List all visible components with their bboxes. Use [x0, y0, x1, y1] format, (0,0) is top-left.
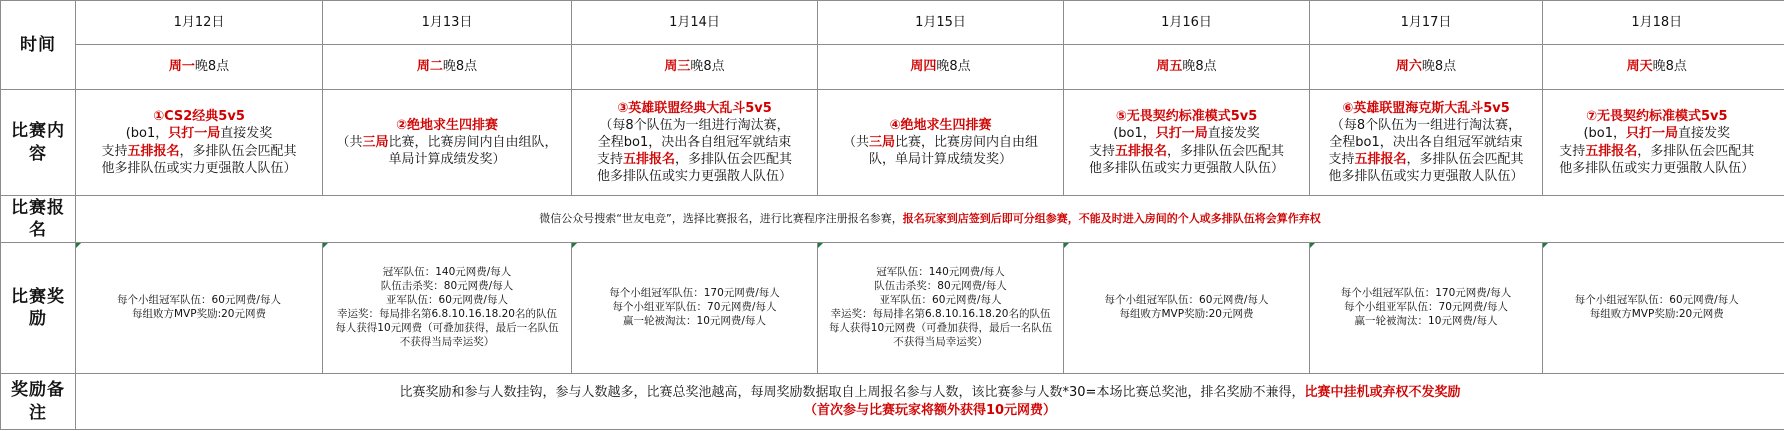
match-detail-text: 他多排队伍或实力更强散人队伍） — [596, 169, 792, 185]
match-detail-text: 直接发奖 — [1207, 126, 1260, 142]
remarks-row — [1, 374, 1784, 430]
date-cell[interactable]: 1月14日 — [572, 1, 818, 45]
reward-line: 亚军队伍：60元网费/每人 — [879, 294, 1002, 307]
content-row — [1, 90, 1784, 196]
weekday-cell[interactable] — [323, 45, 572, 90]
registration-text: 微信公众号搜索“世友电竞”，选择比赛报名，进行比赛程序注册报名参赛， — [539, 211, 903, 225]
match-detail-line — [1313, 168, 1539, 185]
date-cell[interactable]: 1月17日 — [1310, 1, 1543, 45]
match-content-cell[interactable] — [323, 90, 572, 196]
reward-line: 每组败方MVP奖励:20元网费 — [1589, 308, 1724, 320]
match-title: ⑥英雄联盟海克斯大乱斗5v5 — [1342, 100, 1510, 116]
date-cell[interactable]: 1月12日 — [76, 1, 323, 45]
match-detail-text: （每8个队伍为一组进行淘汰赛， — [599, 117, 790, 133]
match-detail-line — [1546, 160, 1768, 177]
match-title: ⑤无畏契约标准模式5v5 — [1115, 109, 1258, 125]
match-detail-line — [1313, 134, 1539, 151]
row-header-rewards: 比赛奖励 — [1, 243, 76, 374]
match-detail-text: 支持 — [101, 143, 128, 159]
match-detail-highlight: 只打一局 — [1626, 126, 1679, 142]
reward-line: 每个小组冠军队伍：170元网费/每人 — [609, 287, 780, 300]
reward-cell[interactable] — [818, 243, 1064, 374]
row-header-content: 比赛内容 — [1, 90, 76, 196]
remarks-line-2: （首次参与比赛玩家将额外获得10元网费） — [803, 402, 1057, 418]
reward-line: 不获得当局幸运奖） — [893, 335, 988, 348]
match-detail-line — [575, 134, 814, 151]
reward-line: 每个小组冠军队伍：60元网费/每人 — [117, 294, 281, 307]
start-time: 晚8点 — [1182, 59, 1217, 75]
weekday-label: 周五 — [1156, 59, 1183, 75]
date-cell[interactable]: 1月16日 — [1064, 1, 1310, 45]
reward-line: 每组败方MVP奖励:20元网费 — [132, 308, 266, 320]
weekday-cell[interactable] — [1310, 45, 1543, 90]
remarks-text: 比赛奖励和参与人数挂钩，参与人数越多，比赛总奖池越高，每周奖励数据取自上周报名参与人数，该比赛参与人数*30=本场比赛总奖池，排名奖励不兼得， — [399, 385, 1305, 401]
match-detail-highlight: 五排报名 — [127, 143, 180, 159]
reward-line: 队伍击杀奖：80元网费/每人 — [874, 280, 1007, 293]
reward-line: 每组败方MVP奖励:20元网费 — [1119, 308, 1254, 320]
filler-cell — [1771, 1, 1784, 45]
match-detail-text: （共 — [842, 134, 869, 150]
match-detail-text: ，多排队伍会匹配其 — [179, 143, 297, 159]
reward-line: 不获得当局幸运奖） — [399, 335, 495, 348]
match-detail-line — [1313, 117, 1539, 134]
match-detail-line — [326, 151, 568, 168]
registration-cell[interactable] — [76, 196, 1784, 243]
match-detail-line — [575, 117, 814, 134]
reward-cell[interactable] — [1064, 243, 1310, 374]
weekday-cell[interactable] — [76, 45, 323, 90]
match-content-cell[interactable] — [572, 90, 818, 196]
weekday-row — [1, 45, 1784, 90]
date-cell[interactable]: 1月15日 — [818, 1, 1064, 45]
match-title: ②绝地求生四排赛 — [395, 117, 498, 133]
match-detail-text: 比赛，比赛房间内自由组队， — [388, 134, 558, 150]
reward-cell[interactable] — [572, 243, 818, 374]
match-detail-line — [1546, 125, 1768, 142]
match-title: ⑦无畏契约标准模式5v5 — [1585, 109, 1728, 125]
match-detail-highlight: 五排报名 — [1114, 143, 1167, 159]
reward-line: 每人获得10元网费（可叠加获得，最后一名队伍 — [335, 321, 559, 334]
match-detail-line — [79, 125, 319, 142]
filler-cell — [1771, 45, 1784, 90]
match-detail-text: 全程bo1，决出各自组冠军就结束 — [597, 134, 792, 150]
match-detail-highlight: 五排报名 — [1585, 143, 1638, 159]
match-detail-text: 他多排队伍或实力更强散人队伍） — [1559, 160, 1755, 176]
weekday-label: 周天 — [1626, 59, 1653, 75]
weekday-cell[interactable] — [1064, 45, 1310, 90]
date-row — [1, 1, 1784, 45]
match-content-cell[interactable] — [76, 90, 323, 196]
match-detail-text: （共 — [336, 134, 363, 150]
reward-line: 每个小组冠军队伍：60元网费/每人 — [1574, 294, 1739, 307]
reward-line: 每个小组亚军队伍：70元网费/每人 — [612, 301, 777, 314]
registration-warning: 报名玩家到店签到后即可分组参赛，不能及时进入房间的个人或多排队伍将会算作弃权 — [902, 211, 1321, 225]
match-detail-text: ，多排队伍会匹配其 — [1406, 152, 1524, 168]
start-time: 晚8点 — [442, 59, 478, 75]
match-title: ①CS2经典5v5 — [153, 109, 245, 125]
match-detail-line — [326, 134, 568, 151]
reward-cell[interactable] — [1310, 243, 1543, 374]
start-time: 晚8点 — [936, 59, 971, 75]
match-detail-text: 全程bo1，决出各自组冠军就结束 — [1329, 134, 1523, 150]
date-cell[interactable]: 1月13日 — [323, 1, 572, 45]
weekday-cell[interactable] — [1543, 45, 1771, 90]
match-detail-text: ，多排队伍会匹配其 — [675, 152, 793, 168]
reward-line: 幸运奖：每局排名第6.8.10.16.18.20名的队伍 — [337, 308, 557, 320]
match-detail-line — [575, 151, 814, 168]
match-detail-text: 直接发奖 — [220, 126, 273, 142]
match-detail-highlight: 只打一局 — [1155, 126, 1208, 142]
start-time: 晚8点 — [690, 59, 725, 75]
reward-line: 亚军队伍：60元网费/每人 — [386, 294, 508, 307]
reward-line: 赢一轮被淘汰：10元网费/每人 — [623, 314, 766, 327]
match-detail-highlight: 三局 — [362, 134, 389, 150]
match-detail-highlight: 五排报名 — [622, 152, 675, 168]
match-detail-text: 支持 — [1559, 143, 1586, 159]
weekday-label: 周二 — [416, 59, 443, 75]
match-detail-line — [821, 134, 1060, 151]
match-detail-text: 支持 — [596, 152, 623, 168]
weekday-label: 周六 — [1395, 59, 1422, 75]
match-detail-line — [1067, 160, 1306, 177]
filler-cell — [1771, 90, 1784, 196]
start-time: 晚8点 — [1421, 59, 1457, 75]
match-detail-text: 他多排队伍或实力更强散人队伍） — [1328, 169, 1524, 185]
match-detail-line — [821, 151, 1060, 168]
match-detail-text: (bo1， — [125, 126, 169, 142]
match-detail-line — [1067, 143, 1306, 160]
reward-line: 每个小组亚军队伍：70元网费/每人 — [1344, 301, 1508, 314]
reward-line: 赢一轮被淘汰：10元网费/每人 — [1354, 314, 1498, 327]
reward-line: 幸运奖：每局排名第6.8.10.16.18.20名的队伍 — [830, 308, 1051, 320]
reward-line: 队伍击杀奖：80元网费/每人 — [380, 280, 514, 293]
match-detail-text: （每8个队伍为一组进行淘汰赛， — [1330, 117, 1522, 133]
match-content-cell[interactable] — [1310, 90, 1543, 196]
match-detail-text: 支持 — [1328, 152, 1355, 168]
match-title: ④绝地求生四排赛 — [889, 117, 992, 133]
reward-line: 每个小组冠军队伍：170元网费/每人 — [1340, 287, 1512, 300]
match-detail-text: 比赛，比赛房间内自由组 — [895, 134, 1039, 150]
match-detail-line — [79, 143, 319, 160]
match-detail-line — [575, 168, 814, 185]
weekday-cell[interactable] — [818, 45, 1064, 90]
match-content-cell[interactable] — [1543, 90, 1771, 196]
reward-row — [1, 243, 1784, 374]
match-detail-line — [79, 160, 319, 177]
match-detail-text: ，多排队伍会匹配其 — [1637, 143, 1755, 159]
match-detail-text: ，多排队伍会匹配其 — [1167, 143, 1285, 159]
reward-line: 每个小组冠军队伍：60元网费/每人 — [1104, 294, 1269, 307]
weekday-label: 周四 — [910, 59, 937, 75]
row-header-time: 时间 — [1, 1, 76, 90]
match-detail-text: 单局计算成绩发奖） — [388, 152, 506, 168]
row-header-notes: 奖励备注 — [1, 374, 76, 430]
match-content-cell[interactable] — [1064, 90, 1310, 196]
reward-line: 冠军队伍：140元网费/每人 — [876, 266, 1005, 279]
weekday-cell[interactable] — [572, 45, 818, 90]
match-detail-highlight: 三局 — [868, 134, 895, 150]
start-time: 晚8点 — [194, 59, 230, 75]
match-detail-line — [1313, 151, 1539, 168]
date-cell[interactable]: 1月18日 — [1543, 1, 1771, 45]
match-detail-text: 支持 — [1088, 143, 1115, 159]
weekday-label: 周三 — [664, 59, 691, 75]
registration-row — [1, 196, 1784, 243]
remarks-warning: 比赛中挂机或弃权不发奖励 — [1304, 385, 1461, 401]
weekday-label: 周一 — [168, 59, 195, 75]
match-detail-text: 直接发奖 — [1678, 126, 1731, 142]
row-header-registration: 比赛报名 — [1, 196, 76, 243]
remarks-cell[interactable] — [76, 374, 1784, 430]
match-title: ③英雄联盟经典大乱斗5v5 — [617, 100, 772, 116]
match-detail-text: (bo1， — [1583, 126, 1627, 142]
match-detail-highlight: 五排报名 — [1354, 152, 1407, 168]
match-detail-text: 他多排队伍或实力更强散人队伍） — [101, 160, 297, 176]
reward-cell[interactable] — [1543, 243, 1771, 374]
start-time: 晚8点 — [1652, 59, 1687, 75]
match-detail-line — [1546, 143, 1768, 160]
reward-line: 每人获得10元网费（可叠加获得，最后一名队伍 — [828, 321, 1053, 334]
reward-line: 冠军队伍：140元网费/每人 — [382, 266, 512, 279]
match-content-cell[interactable] — [818, 90, 1064, 196]
reward-cell[interactable] — [323, 243, 572, 374]
remarks-line-1 — [79, 384, 1781, 401]
match-detail-text: 队，单局计算成绩发奖） — [868, 152, 1012, 168]
filler-cell — [1771, 243, 1784, 374]
match-detail-line — [1067, 125, 1306, 142]
match-detail-text: (bo1， — [1113, 126, 1156, 142]
match-detail-highlight: 只打一局 — [168, 126, 221, 142]
reward-cell[interactable] — [76, 243, 323, 374]
match-detail-text: 他多排队伍或实力更强散人队伍） — [1088, 160, 1284, 176]
